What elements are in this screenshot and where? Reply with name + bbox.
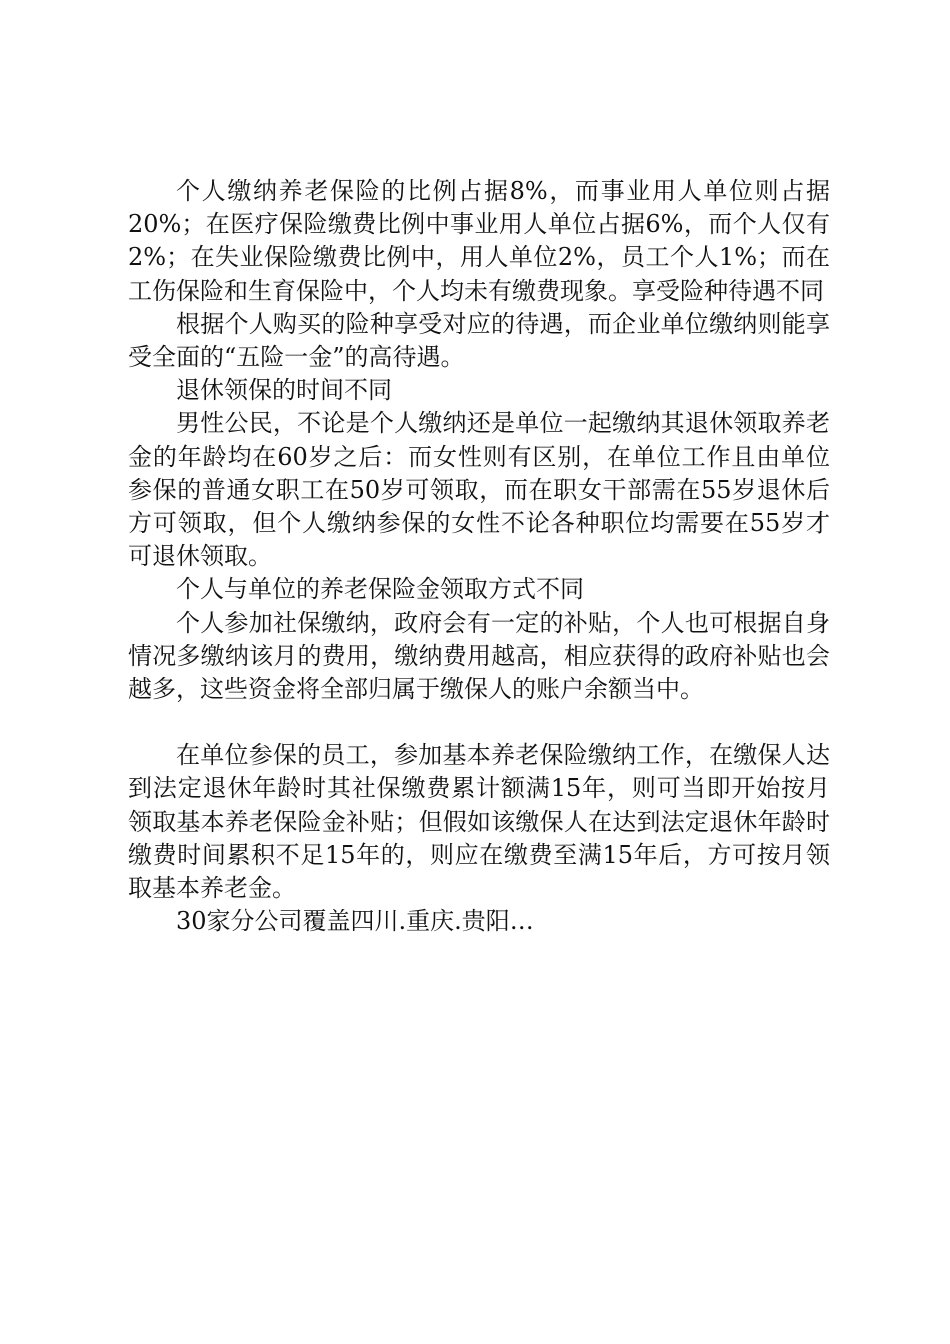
heading-collection-method: 个人与单位的养老保险金领取方式不同: [176, 575, 584, 604]
document-body: [128, 175, 830, 938]
paragraph-contribution-ratios: 个人缴纳养老保险的比例占据8%，而事业用人单位则占据20%；在医疗保险缴费比例中事业用人单位占据6%，而个人仅有2%；在失业保险缴费比例中，用人单位2%，员工个人1%；而在工伤保险和生育保险中，个人均未有缴费现象。享受险种待遇不同: [128, 177, 830, 305]
paragraph-individual-subsidy: 个人参加社保缴纳，政府会有一定的补贴，个人也可根据自身情况多缴纳该月的费用，缴纳费用越高，相应获得的政府补贴也会越多，这些资金将全部归属于缴保人的账户余额当中。: [128, 608, 830, 704]
paragraph-retirement-age: 男性公民，不论是个人缴纳还是单位一起缴纳其退休领取养老金的年龄均在60岁之后：而女性则有区别，在单位工作且由单位参保的普通女职工在50岁可领取，而在职女干部需在55岁退休后方可领取，但个人缴纳参保的女性不论各种职位均需要在55岁才可退休领取。: [128, 409, 830, 571]
paragraph-benefits: 根据个人购买的险种享受对应的待遇，而企业单位缴纳则能享受全面的“五险一金”的高待遇。: [128, 309, 830, 372]
paragraph-employer-pension: 在单位参保的员工，参加基本养老保险缴纳工作，在缴保人达到法定退休年龄时其社保缴费累计额满15年，则可当即开始按月领取基本养老保险金补贴；但假如该缴保人在达到法定退休年龄时缴费时间累积不足15年的，则应在缴费至满15年后，方可按月领取基本养老金。: [128, 741, 830, 903]
heading-retirement-time: 退休领保的时间不同: [176, 376, 392, 405]
paragraph-branches: 30家分公司覆盖四川.重庆.贵阳…: [176, 907, 534, 936]
